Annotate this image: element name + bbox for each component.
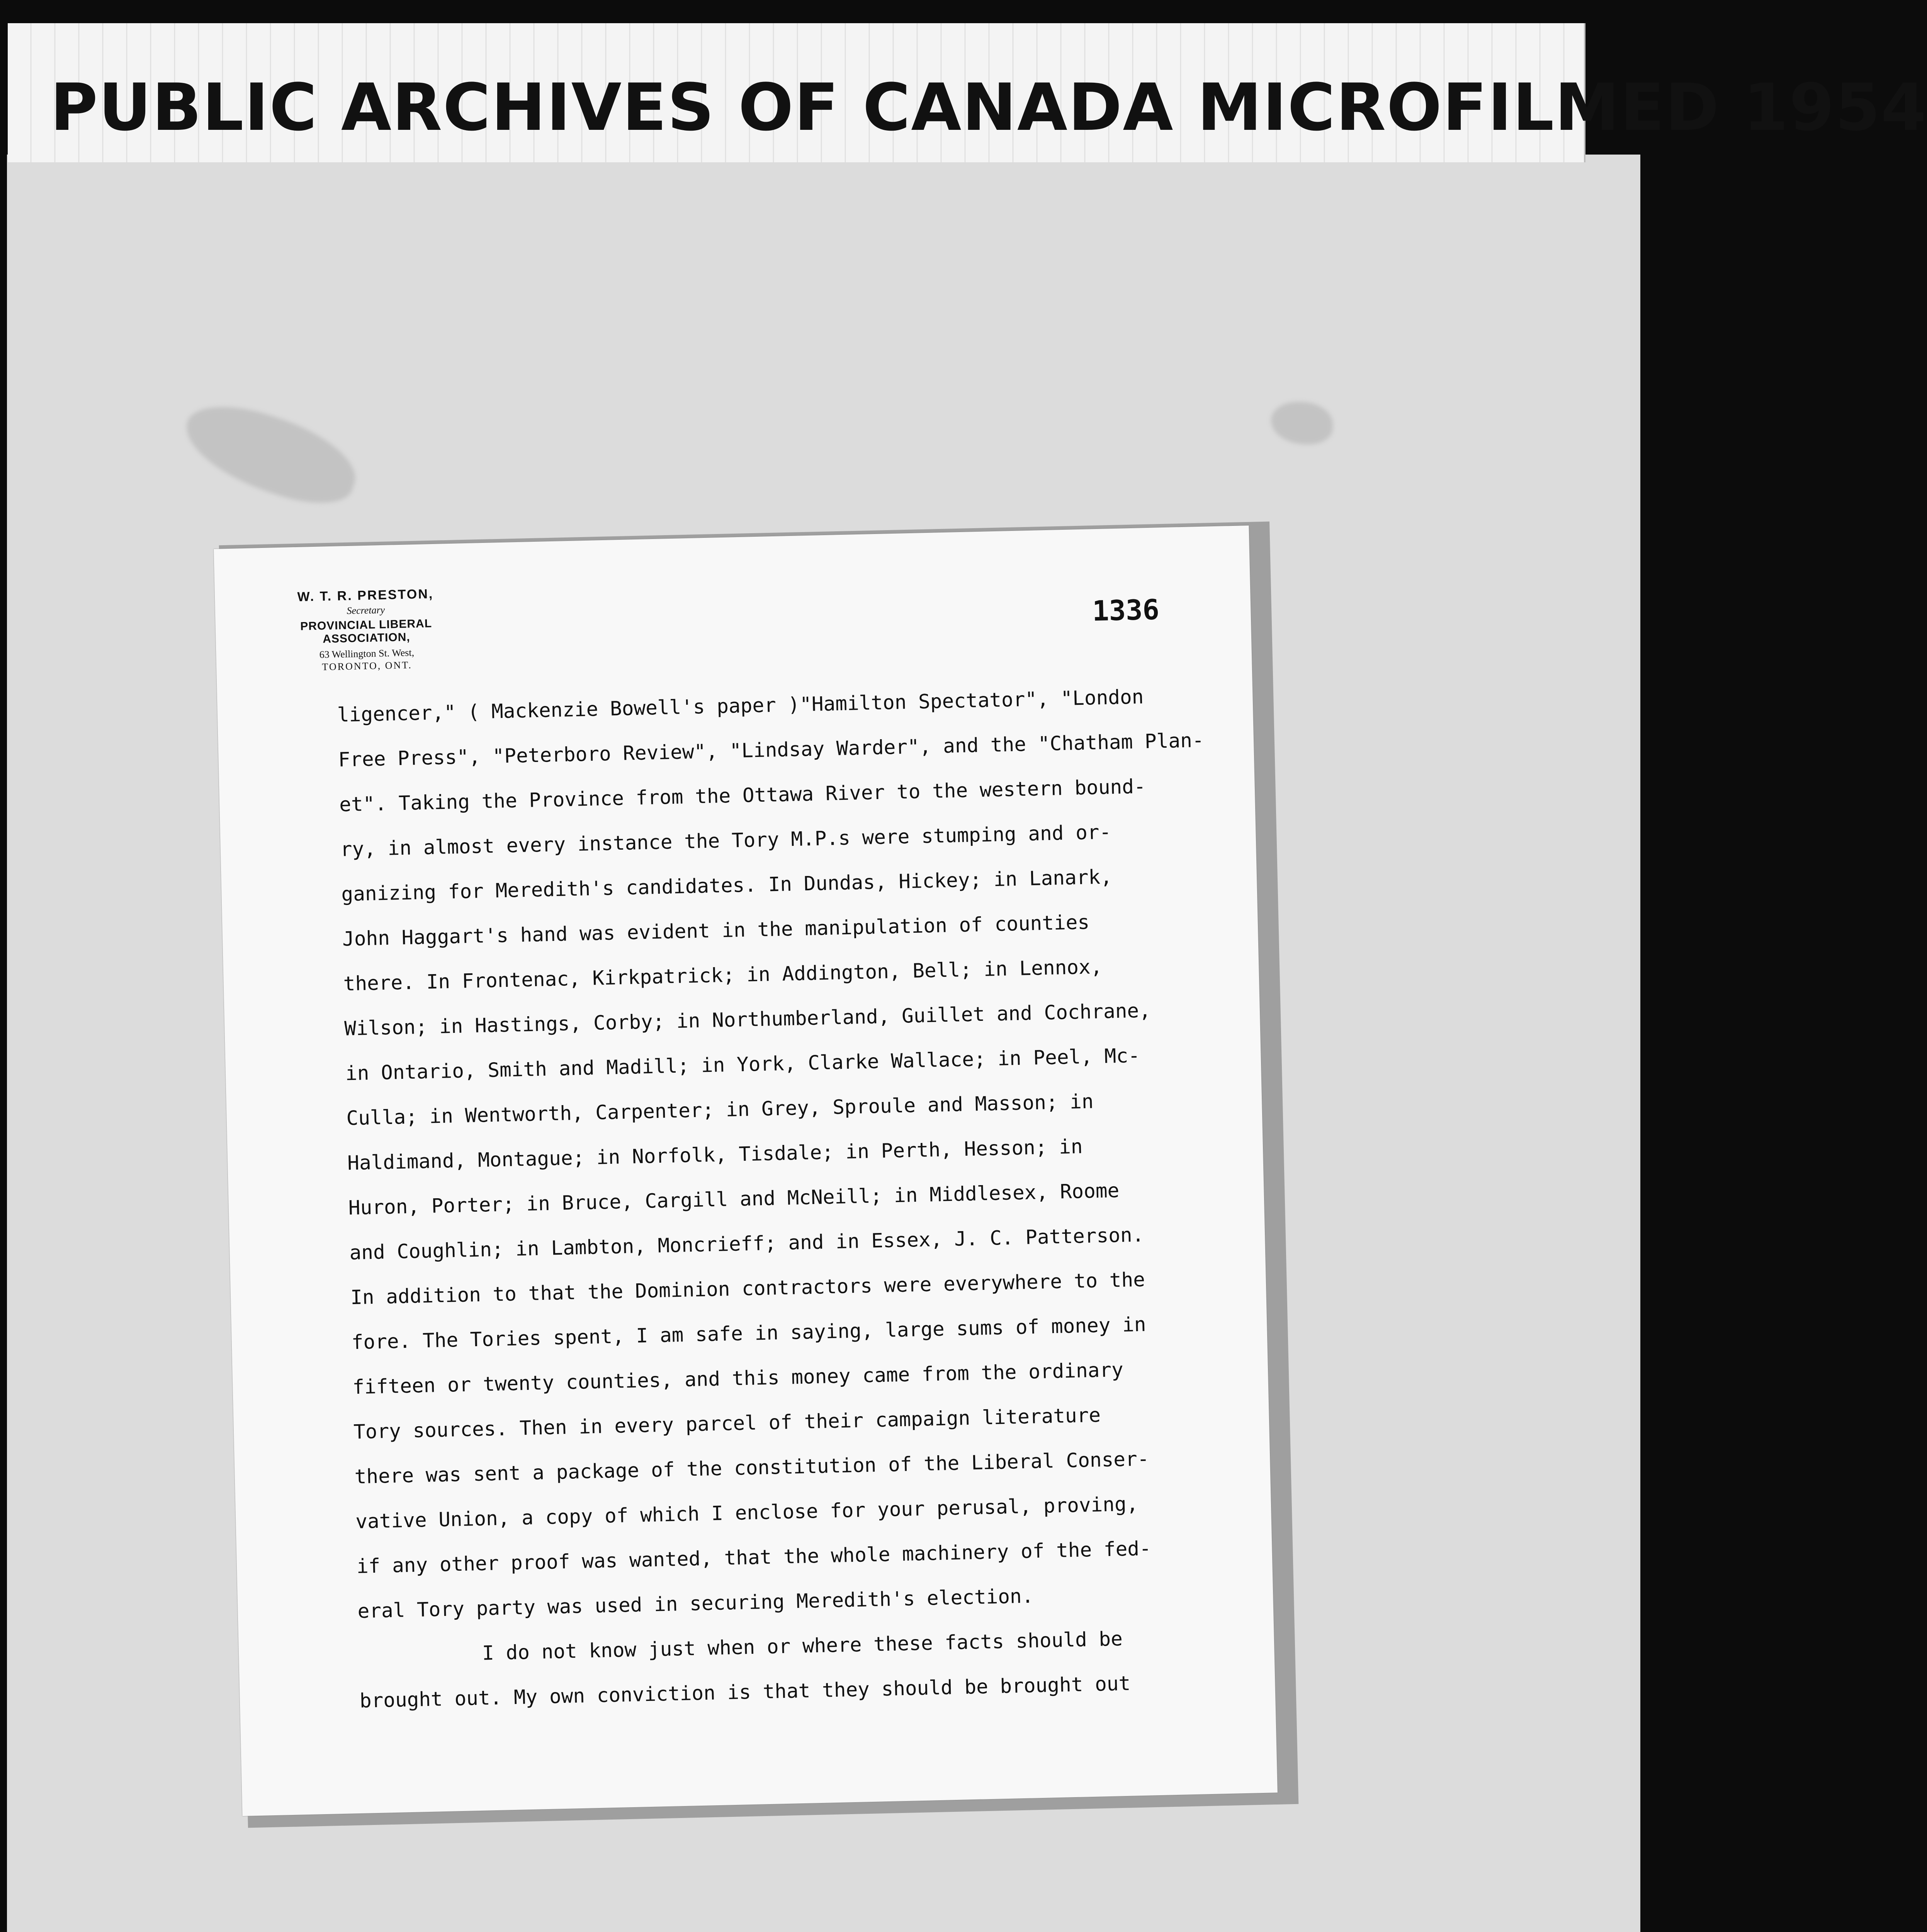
- body-line: John Haggart's hand was evident in the manipulation of counties: [342, 911, 1090, 951]
- body-line: and Coughlin; in Lambton, Moncrieff; and in Essex, J. C. Patterson.: [349, 1223, 1144, 1265]
- letter-body: [337, 673, 1229, 1724]
- letterhead-street: 63 Wellington St. West,: [319, 647, 415, 660]
- body-line: ry, in almost every instance the Tory M.P.s were stumping and or-: [340, 821, 1111, 861]
- archive-banner-title: PUBLIC ARCHIVES OF CANADA MICROFILMED 1954: [50, 70, 1927, 145]
- body-line: In addition to that the Dominion contractors were everywhere to the: [350, 1268, 1145, 1310]
- body-line: ligencer," ( Mackenzie Bowell's paper )"Hamilton Spectator", "London: [337, 685, 1144, 727]
- letterhead-title: Secretary: [347, 604, 385, 617]
- letter-page: [214, 526, 1278, 1816]
- body-line: ganizing for Meredith's candidates. In Dundas, Hickey; in Lanark,: [341, 866, 1113, 906]
- body-line: Huron, Porter; in Bruce, Cargill and McNeill; in Middlesex, Roome: [348, 1179, 1120, 1220]
- body-line: Free Press", "Peterboro Review", "Lindsay Warder", and the "Chatham Plan-: [338, 729, 1205, 772]
- body-line: brought out. My own conviction is that they should be brought out: [359, 1672, 1131, 1713]
- body-line: Wilson; in Hastings, Corby; in Northumberland, Guillet and Cochrane,: [344, 999, 1151, 1041]
- letterhead-organization: PROVINCIAL LIBERAL ASSOCIATION,: [300, 617, 432, 646]
- body-line: vative Union, a copy of which I enclose for your perusal, proving,: [355, 1493, 1139, 1534]
- letterhead-city: TORONTO, ONT.: [322, 659, 413, 673]
- body-line: I do not know just when or where these facts should be: [482, 1628, 1123, 1665]
- body-line: eral Tory party was used in securing Meredith's election.: [357, 1585, 1034, 1623]
- body-line: in Ontario, Smith and Madill; in York, Clarke Wallace; in Peel, Mc-: [345, 1044, 1140, 1085]
- body-line: Culla; in Wentworth, Carpenter; in Grey, Sproule and Masson; in: [346, 1090, 1094, 1130]
- body-line: Tory sources. Then in every parcel of their campaign literature: [353, 1404, 1101, 1444]
- body-line: there. In Frontenac, Kirkpatrick; in Addington, Bell; in Lennox,: [343, 955, 1103, 996]
- page-number: 1336: [1092, 593, 1160, 628]
- letterhead: [257, 586, 476, 675]
- archive-banner: [8, 23, 1927, 162]
- body-line: fifteen or twenty counties, and this money came from the ordinary: [352, 1358, 1124, 1399]
- body-line: Haldimand, Montague; in Norfolk, Tisdale; in Perth, Hesson; in: [347, 1135, 1083, 1175]
- body-line: fore. The Tories spent, I am safe in saying, large sums of money in: [351, 1313, 1147, 1354]
- letterhead-name: W. T. R. PRESTON,: [297, 586, 434, 604]
- body-line: there was sent a package of the constitution of the Liberal Conser-: [354, 1447, 1150, 1489]
- body-line: if any other proof was wanted, that the whole machinery of the fed-: [356, 1537, 1152, 1578]
- body-line: et". Taking the Province from the Ottawa River to the western bound-: [339, 775, 1146, 816]
